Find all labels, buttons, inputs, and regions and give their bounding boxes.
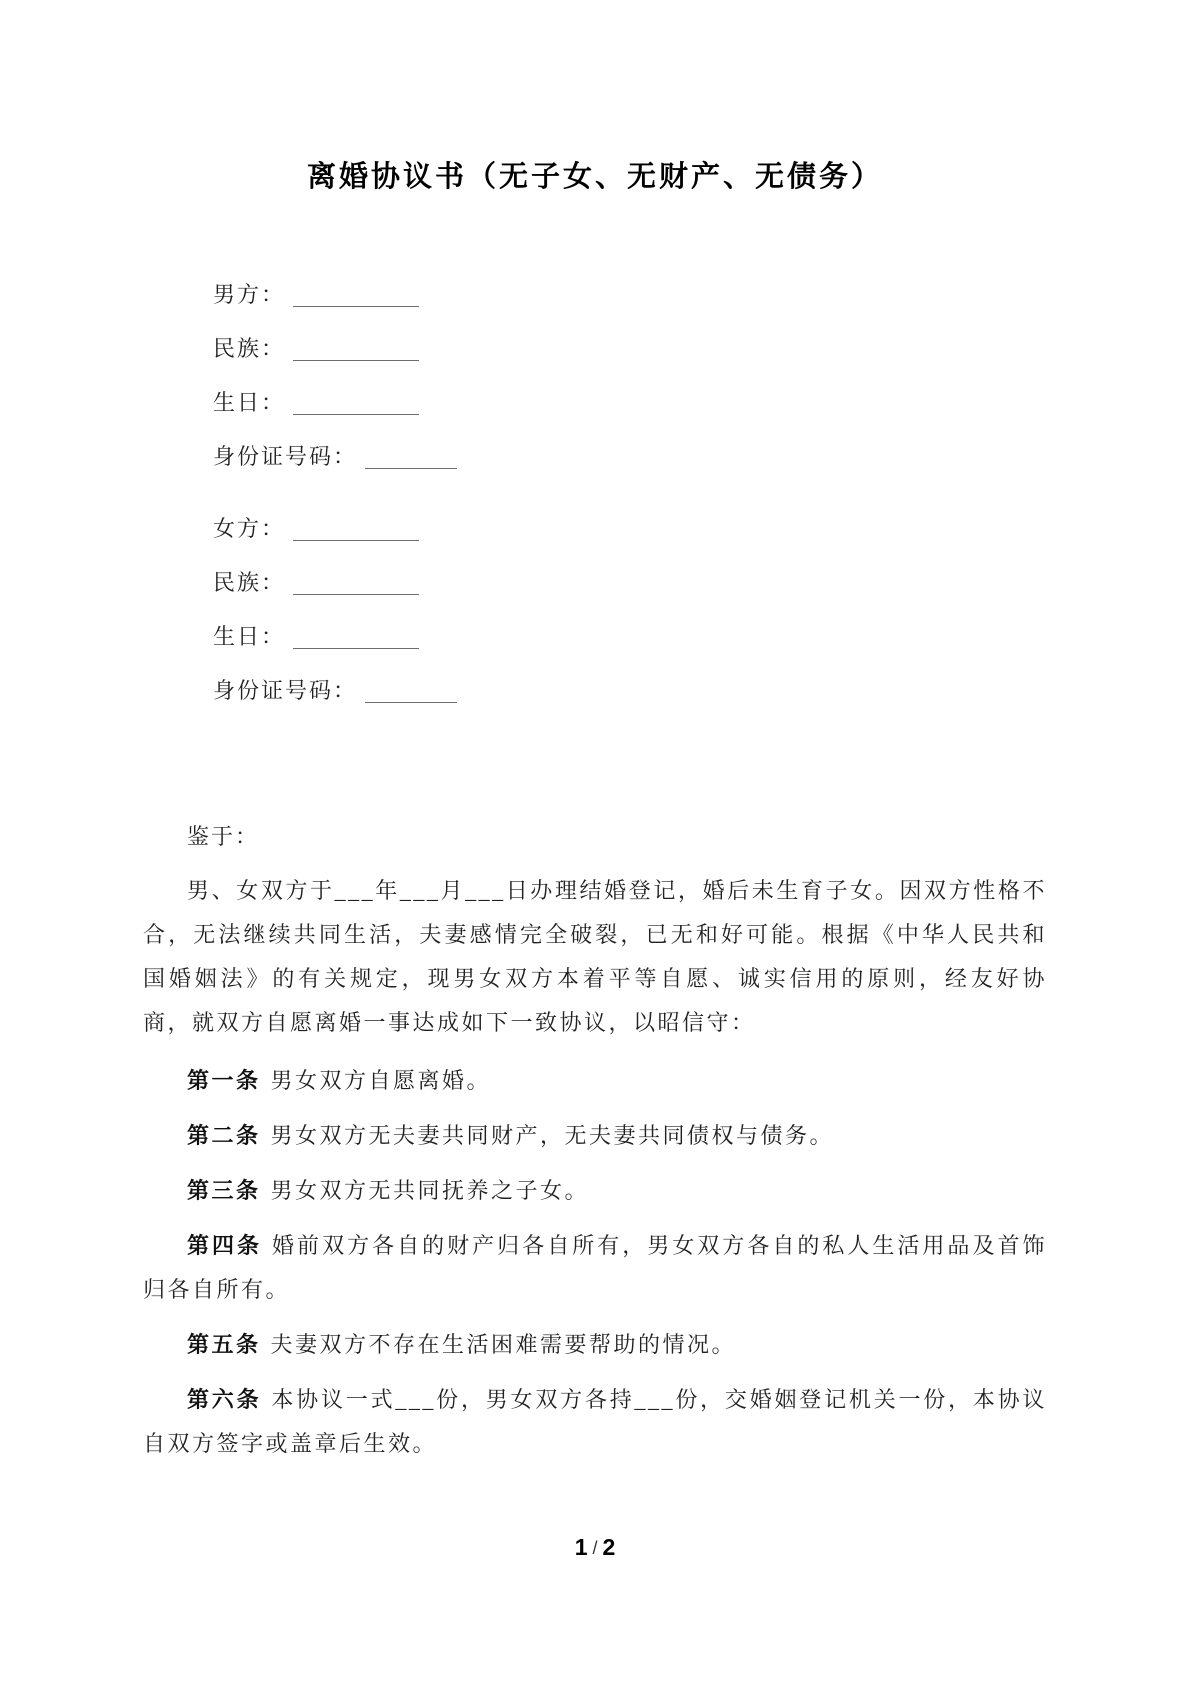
article-6-text: 本协议一式___份，男女双方各持___份，交婚姻登记机关一份，本协议自双方签字或盖章后生效。 [143,1387,1047,1457]
total-page-count: 2 [602,1534,616,1561]
female-id-number-blank-line [365,699,457,703]
male-name-label: 男方： [213,282,286,308]
article-5-label: 第五条 [187,1332,261,1358]
article-3-text: 男女双方无共同抚养之子女。 [270,1178,590,1204]
article-3 [143,1169,1047,1213]
article-5 [143,1323,1047,1367]
female-ethnicity-label: 民族： [213,570,286,596]
article-1-label: 第一条 [187,1068,261,1094]
field-row-female-id-number [213,679,1047,703]
article-1-text: 男女双方自愿离婚。 [270,1068,492,1094]
field-row-male-id-number [213,445,1047,469]
female-name-label: 女方： [213,516,286,542]
male-id-number-label: 身份证号码： [213,444,358,470]
field-row-male-name [213,283,1047,307]
article-6 [143,1378,1047,1466]
article-4 [143,1224,1047,1312]
article-3-label: 第三条 [187,1178,261,1204]
female-ethnicity-blank-line [293,591,419,595]
male-party-section [213,283,1047,469]
field-row-male-ethnicity [213,337,1047,361]
male-id-number-blank-line [365,465,457,469]
female-party-section [213,517,1047,703]
article-2 [143,1114,1047,1158]
article-1 [143,1059,1047,1103]
female-name-blank-line [293,537,419,541]
article-4-text: 婚前双方各自的财产归各自所有，男女双方各自的私人生活用品及首饰归各自所有。 [143,1233,1047,1303]
article-6-label: 第六条 [187,1387,262,1413]
field-row-male-birthday [213,391,1047,415]
article-2-text: 男女双方无夫妻共同财产，无夫妻共同债权与债务。 [270,1123,835,1149]
male-birthday-label: 生日： [213,390,286,416]
page-footer [143,1534,1047,1561]
field-row-female-name [213,517,1047,541]
male-birthday-blank-line [293,411,419,415]
page-number-separator: / [592,1538,598,1559]
male-ethnicity-blank-line [293,357,419,361]
female-id-number-label: 身份证号码： [213,678,358,704]
article-5-text: 夫妻双方不存在生活困难需要帮助的情况。 [270,1332,737,1358]
articles-list [143,1059,1047,1466]
male-ethnicity-label: 民族： [213,336,286,362]
article-2-label: 第二条 [187,1123,261,1149]
female-birthday-label: 生日： [213,624,286,650]
female-birthday-blank-line [293,645,419,649]
field-row-female-birthday [213,625,1047,649]
field-row-female-ethnicity [213,571,1047,595]
preamble-paragraph: 男、女双方于___年___月___日办理结婚登记，婚后未生育子女。因双方性格不合，无法继续共同生活，夫妻感情完全破裂，已无和好可能。根据《中华人民共和国婚姻法》的有关规定，现男女双方本着平等自愿、诚实信用的原则，经友好协商，就双方自愿离婚一事达成如下一致协议，以昭信守： [143,878,1047,1036]
whereas-label: 鉴于： [187,824,260,850]
current-page-number: 1 [574,1534,588,1561]
article-4-label: 第四条 [187,1233,263,1259]
document-title: 离婚协议书（无子女、无财产、无债务） [306,161,883,193]
male-name-blank-line [293,303,419,307]
